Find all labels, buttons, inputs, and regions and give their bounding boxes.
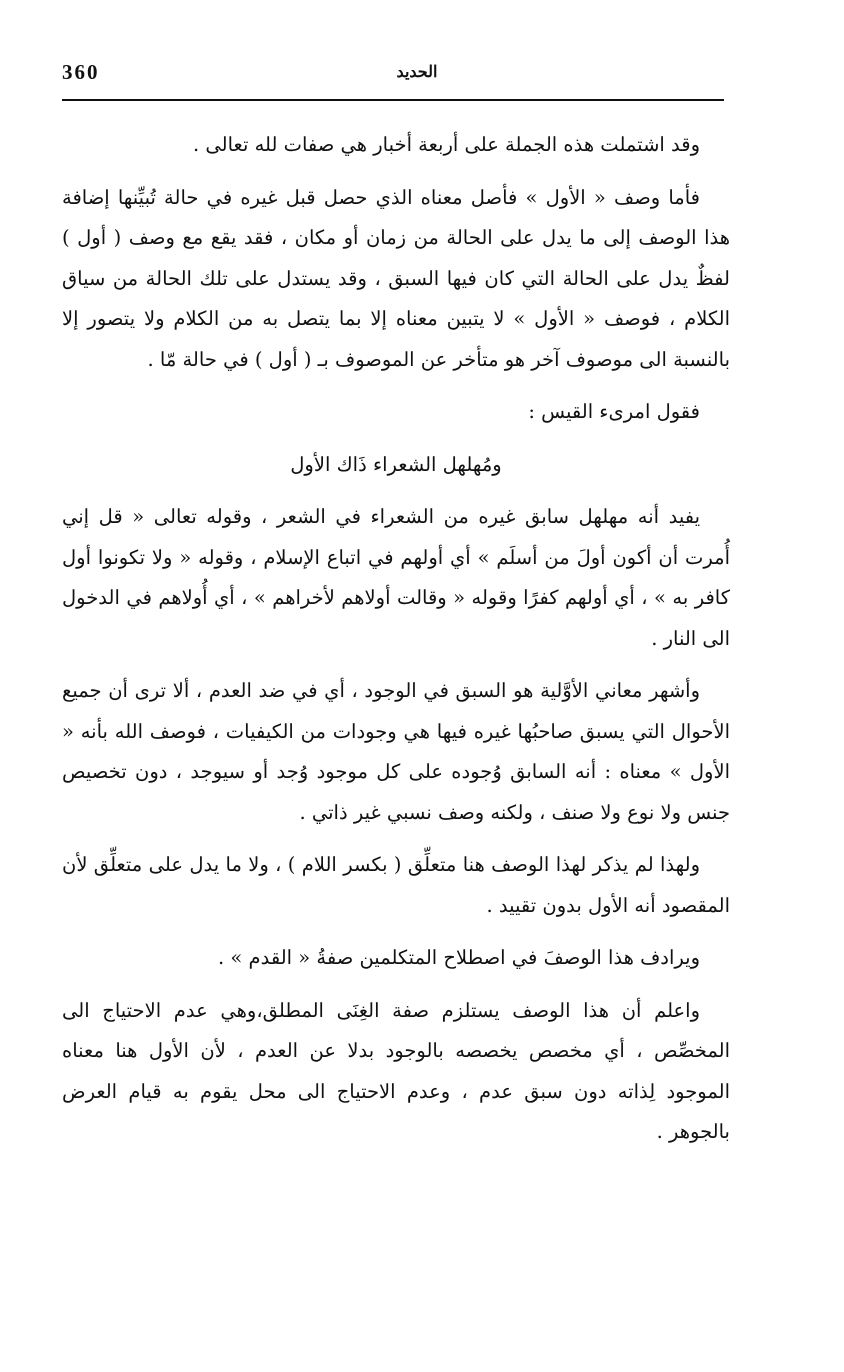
paragraph-9: واعلم أن هذا الوصف يستلزم صفة الغِنَى المطلق،وهي عدم الاحتياج الى المخصِّص ، أي مخصص يخصصه بالوجود بدلا عن العدم ، لأن الأول هنا معناه الموجود لِذاته دون سبق عدم ، وعدم الاحتياج الى محل يقوم به قيام العرض بالجوهر . xyxy=(62,998,730,1143)
paragraph-3: فقول امرىء القيس : xyxy=(528,400,700,423)
paragraph-7: ولهذا لم يذكر لهذا الوصف هنا متعلِّق ( بكسر اللام ) ، ولا ما يدل على متعلِّق لأن المقصود أنه الأول بدون تقييد . xyxy=(62,853,730,917)
poetry-verse: ومُهلهل الشعراء ذَاك الأول xyxy=(290,452,502,476)
paragraph-5: يفيد أنه مهلهل سابق غيره من الشعراء في الشعر ، وقوله تعالى « قل إني أُمرت أن أكون أولَ من أسلَم » أي أولهم في اتباع الإسلام ، وقوله « ولا تكونوا أول كافر به » ، أي أولهم كفرًا وقوله « وقالت أولاهم لأخراهم » ، أي أُولاهم في الدخول الى النار . xyxy=(62,505,730,650)
header-rule xyxy=(62,99,724,101)
paragraph-8: ويرادف هذا الوصفَ في اصطلاح المتكلمين صفةُ « القدم » . xyxy=(218,946,700,969)
running-title: الحديد xyxy=(396,62,438,81)
paragraph-2: فأما وصف « الأول » فأصل معناه الذي حصل قبل غيره في حالة تُبيِّنها إضافة هذا الوصف إلى ما يدل على الحالة من زمان أو مكان ، فقد يقع مع وصف ( أول ) لفظٌ يدل على الحالة التي كان فيها السبق ، وقد يستدل على تلك الحالة من سياق الكلام ، فوصف « الأول » لا يتبين معناه إلا بما يتصل به من الكلام ولا يتصور إلا بالنسبة الى موصوف آخر هو متأخر عن الموصوف بـ ( أول ) في حالة مّا . xyxy=(62,185,730,371)
paragraph-1: وقد اشتملت هذه الجملة على أربعة أخبار هي صفات لله تعالى . xyxy=(193,133,700,156)
page-body xyxy=(62,125,730,1153)
page-header xyxy=(62,58,722,98)
paragraph-6: وأشهر معاني الأوَّلية هو السبق في الوجود ، أي في ضد العدم ، ألا ترى أن جميع الأحوال التي يسبق صاحبُها غيره فيها هي وجودات من الكيفيات ، فوصف الله بأنه « الأول » معناه : أنه السابق وُجوده على كل موجود وُجد أو سيوجد ، دون تخصيص جنس ولا نوع ولا صنف ، ولكنه وصف نسبي غير ذاتي . xyxy=(62,679,730,824)
page-number: 360 xyxy=(62,60,100,84)
